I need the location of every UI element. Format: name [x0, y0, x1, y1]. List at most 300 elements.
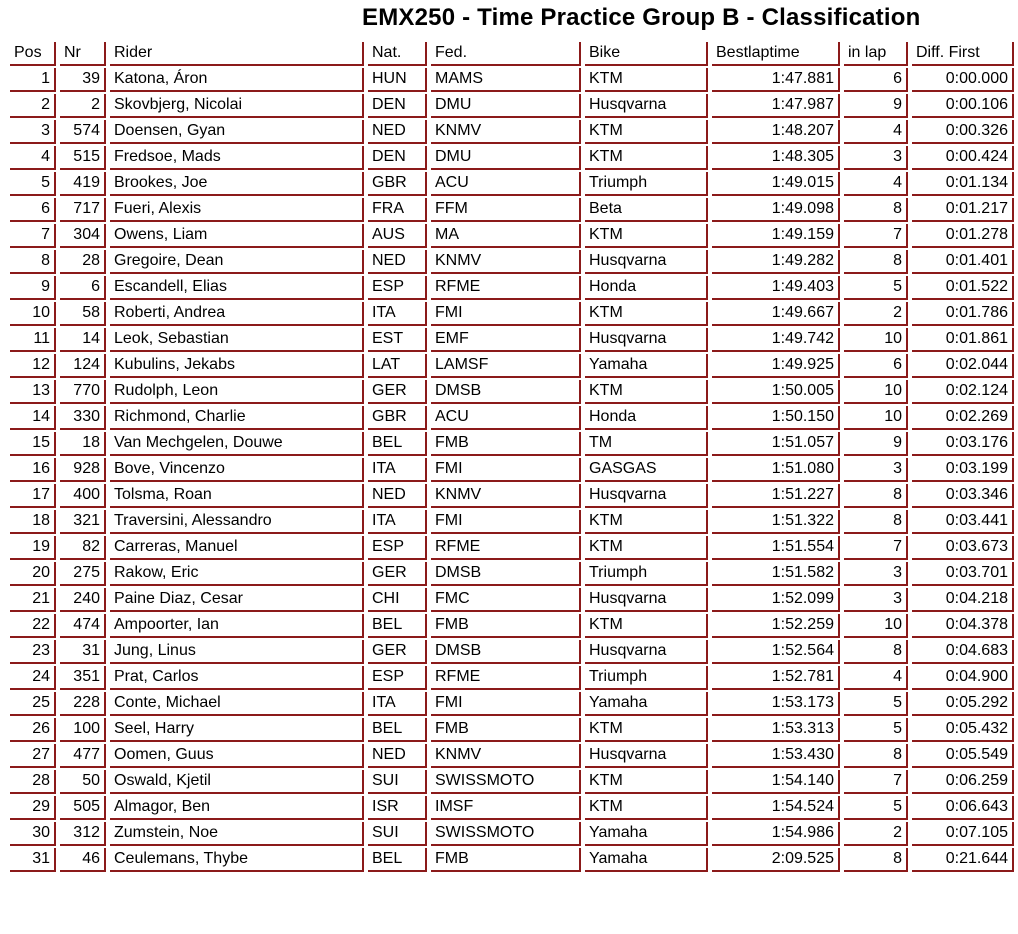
cell-diff-first: 0:00.326 — [912, 120, 1014, 144]
cell-pos: 20 — [10, 562, 56, 586]
cell-pos: 13 — [10, 380, 56, 404]
cell-bestlaptime: 1:51.554 — [712, 536, 840, 560]
table-row — [10, 354, 1014, 378]
cell-in-lap: 6 — [844, 354, 908, 378]
cell-in-lap: 8 — [844, 510, 908, 534]
cell-rider: Doensen, Gyan — [110, 120, 364, 144]
cell-diff-first: 0:07.105 — [912, 822, 1014, 846]
cell-diff-first: 0:03.673 — [912, 536, 1014, 560]
cell-pos: 15 — [10, 432, 56, 456]
cell-pos: 27 — [10, 744, 56, 768]
cell-in-lap: 3 — [844, 458, 908, 482]
cell-nat: EST — [368, 328, 427, 352]
cell-nat: GER — [368, 380, 427, 404]
cell-fed: KNMV — [431, 250, 581, 274]
cell-rider: Richmond, Charlie — [110, 406, 364, 430]
cell-nr: 312 — [60, 822, 106, 846]
table-row — [10, 250, 1014, 274]
cell-bestlaptime: 1:51.057 — [712, 432, 840, 456]
cell-fed: FMB — [431, 848, 581, 872]
cell-in-lap: 4 — [844, 666, 908, 690]
cell-bike: Triumph — [585, 562, 708, 586]
cell-pos: 31 — [10, 848, 56, 872]
cell-pos: 16 — [10, 458, 56, 482]
table-row — [10, 302, 1014, 326]
cell-nat: GBR — [368, 172, 427, 196]
cell-nat: BEL — [368, 848, 427, 872]
cell-in-lap: 3 — [844, 562, 908, 586]
cell-rider: Bove, Vincenzo — [110, 458, 364, 482]
cell-rider: Conte, Michael — [110, 692, 364, 716]
cell-bike: KTM — [585, 770, 708, 794]
cell-diff-first: 0:00.106 — [912, 94, 1014, 118]
cell-fed: MA — [431, 224, 581, 248]
cell-rider: Rakow, Eric — [110, 562, 364, 586]
cell-bestlaptime: 1:50.150 — [712, 406, 840, 430]
table-row — [10, 770, 1014, 794]
table-row — [10, 718, 1014, 742]
cell-fed: RFME — [431, 536, 581, 560]
cell-fed: MAMS — [431, 68, 581, 92]
cell-in-lap: 3 — [844, 588, 908, 612]
cell-in-lap: 2 — [844, 822, 908, 846]
cell-rider: Jung, Linus — [110, 640, 364, 664]
cell-pos: 30 — [10, 822, 56, 846]
cell-in-lap: 7 — [844, 536, 908, 560]
column-header-bike: Bike — [585, 42, 708, 66]
table-row — [10, 510, 1014, 534]
cell-fed: DMU — [431, 146, 581, 170]
cell-in-lap: 8 — [844, 484, 908, 508]
cell-bestlaptime: 1:49.925 — [712, 354, 840, 378]
table-row — [10, 822, 1014, 846]
cell-nr: 100 — [60, 718, 106, 742]
table-row — [10, 666, 1014, 690]
cell-diff-first: 0:05.432 — [912, 718, 1014, 742]
cell-fed: FFM — [431, 198, 581, 222]
cell-pos: 7 — [10, 224, 56, 248]
cell-bestlaptime: 1:49.282 — [712, 250, 840, 274]
cell-nat: BEL — [368, 718, 427, 742]
cell-fed: IMSF — [431, 796, 581, 820]
cell-bike: KTM — [585, 536, 708, 560]
cell-rider: Kubulins, Jekabs — [110, 354, 364, 378]
cell-nat: BEL — [368, 614, 427, 638]
cell-bike: Honda — [585, 276, 708, 300]
cell-fed: FMC — [431, 588, 581, 612]
cell-pos: 2 — [10, 94, 56, 118]
cell-nat: ITA — [368, 302, 427, 326]
cell-bestlaptime: 1:52.259 — [712, 614, 840, 638]
cell-nr: 574 — [60, 120, 106, 144]
cell-diff-first: 0:00.424 — [912, 146, 1014, 170]
cell-fed: FMI — [431, 510, 581, 534]
cell-pos: 5 — [10, 172, 56, 196]
cell-pos: 6 — [10, 198, 56, 222]
cell-diff-first: 0:03.701 — [912, 562, 1014, 586]
cell-bestlaptime: 1:49.667 — [712, 302, 840, 326]
cell-nat: ITA — [368, 692, 427, 716]
cell-pos: 24 — [10, 666, 56, 690]
cell-bike: Beta — [585, 198, 708, 222]
table-row — [10, 848, 1014, 872]
cell-nr: 928 — [60, 458, 106, 482]
cell-diff-first: 0:02.124 — [912, 380, 1014, 404]
table-row — [10, 198, 1014, 222]
column-header-fed: Fed. — [431, 42, 581, 66]
cell-nr: 419 — [60, 172, 106, 196]
cell-pos: 19 — [10, 536, 56, 560]
cell-diff-first: 0:03.199 — [912, 458, 1014, 482]
cell-fed: ACU — [431, 172, 581, 196]
cell-nr: 39 — [60, 68, 106, 92]
cell-pos: 29 — [10, 796, 56, 820]
cell-fed: RFME — [431, 276, 581, 300]
cell-pos: 12 — [10, 354, 56, 378]
cell-fed: FMB — [431, 614, 581, 638]
cell-bike: GASGAS — [585, 458, 708, 482]
cell-in-lap: 10 — [844, 614, 908, 638]
cell-bike: KTM — [585, 510, 708, 534]
cell-bestlaptime: 1:49.403 — [712, 276, 840, 300]
cell-nr: 717 — [60, 198, 106, 222]
cell-in-lap: 8 — [844, 198, 908, 222]
cell-bestlaptime: 1:53.430 — [712, 744, 840, 768]
cell-bestlaptime: 1:54.140 — [712, 770, 840, 794]
cell-nat: FRA — [368, 198, 427, 222]
cell-bestlaptime: 1:51.322 — [712, 510, 840, 534]
cell-diff-first: 0:01.786 — [912, 302, 1014, 326]
cell-diff-first: 0:01.134 — [912, 172, 1014, 196]
cell-bestlaptime: 1:51.080 — [712, 458, 840, 482]
cell-in-lap: 4 — [844, 120, 908, 144]
cell-rider: Fueri, Alexis — [110, 198, 364, 222]
cell-in-lap: 7 — [844, 224, 908, 248]
cell-bestlaptime: 1:48.305 — [712, 146, 840, 170]
cell-rider: Ampoorter, Ian — [110, 614, 364, 638]
cell-nat: ESP — [368, 536, 427, 560]
cell-bestlaptime: 2:09.525 — [712, 848, 840, 872]
cell-fed: LAMSF — [431, 354, 581, 378]
table-row — [10, 224, 1014, 248]
cell-in-lap: 5 — [844, 276, 908, 300]
cell-nat: ESP — [368, 666, 427, 690]
table-row — [10, 640, 1014, 664]
page-title: EMX250 - Time Practice Group B - Classification — [362, 4, 921, 31]
cell-in-lap: 9 — [844, 432, 908, 456]
cell-rider: Paine Diaz, Cesar — [110, 588, 364, 612]
column-header-bestlaptime: Bestlaptime — [712, 42, 840, 66]
cell-bestlaptime: 1:52.781 — [712, 666, 840, 690]
cell-fed: DMSB — [431, 380, 581, 404]
cell-nr: 330 — [60, 406, 106, 430]
cell-bike: Triumph — [585, 172, 708, 196]
cell-nr: 31 — [60, 640, 106, 664]
table-row — [10, 796, 1014, 820]
cell-fed: SWISSMOTO — [431, 822, 581, 846]
cell-bike: Husqvarna — [585, 588, 708, 612]
cell-rider: Brookes, Joe — [110, 172, 364, 196]
cell-bike: Yamaha — [585, 848, 708, 872]
cell-nr: 28 — [60, 250, 106, 274]
cell-nat: BEL — [368, 432, 427, 456]
cell-rider: Katona, Áron — [110, 68, 364, 92]
table-row — [10, 406, 1014, 430]
cell-bike: KTM — [585, 120, 708, 144]
cell-pos: 26 — [10, 718, 56, 742]
cell-nr: 351 — [60, 666, 106, 690]
cell-diff-first: 0:06.259 — [912, 770, 1014, 794]
cell-pos: 22 — [10, 614, 56, 638]
cell-in-lap: 2 — [844, 302, 908, 326]
cell-diff-first: 0:06.643 — [912, 796, 1014, 820]
cell-bestlaptime: 1:49.742 — [712, 328, 840, 352]
cell-bike: Husqvarna — [585, 250, 708, 274]
cell-bike: Husqvarna — [585, 94, 708, 118]
table-row — [10, 328, 1014, 352]
cell-bike: KTM — [585, 614, 708, 638]
cell-bike: KTM — [585, 146, 708, 170]
cell-nat: DEN — [368, 94, 427, 118]
cell-nat: NED — [368, 744, 427, 768]
classification-table — [6, 40, 1018, 874]
cell-diff-first: 0:03.346 — [912, 484, 1014, 508]
cell-nr: 321 — [60, 510, 106, 534]
cell-nat: SUI — [368, 770, 427, 794]
cell-bestlaptime: 1:51.227 — [712, 484, 840, 508]
cell-rider: Gregoire, Dean — [110, 250, 364, 274]
cell-in-lap: 3 — [844, 146, 908, 170]
cell-rider: Rudolph, Leon — [110, 380, 364, 404]
cell-in-lap: 8 — [844, 848, 908, 872]
cell-diff-first: 0:03.176 — [912, 432, 1014, 456]
column-header-nat: Nat. — [368, 42, 427, 66]
cell-in-lap: 10 — [844, 328, 908, 352]
cell-in-lap: 10 — [844, 380, 908, 404]
cell-nr: 400 — [60, 484, 106, 508]
cell-rider: Tolsma, Roan — [110, 484, 364, 508]
cell-bike: KTM — [585, 796, 708, 820]
cell-nat: ITA — [368, 458, 427, 482]
table-row — [10, 380, 1014, 404]
table-row — [10, 68, 1014, 92]
cell-rider: Seel, Harry — [110, 718, 364, 742]
cell-diff-first: 0:02.044 — [912, 354, 1014, 378]
cell-diff-first: 0:04.900 — [912, 666, 1014, 690]
cell-nat: AUS — [368, 224, 427, 248]
cell-fed: FMB — [431, 718, 581, 742]
cell-bestlaptime: 1:47.881 — [712, 68, 840, 92]
cell-diff-first: 0:21.644 — [912, 848, 1014, 872]
cell-bike: Triumph — [585, 666, 708, 690]
cell-pos: 17 — [10, 484, 56, 508]
cell-in-lap: 5 — [844, 796, 908, 820]
cell-bike: TM — [585, 432, 708, 456]
cell-fed: KNMV — [431, 484, 581, 508]
cell-pos: 8 — [10, 250, 56, 274]
table-row — [10, 614, 1014, 638]
cell-diff-first: 0:01.278 — [912, 224, 1014, 248]
cell-in-lap: 5 — [844, 692, 908, 716]
cell-nr: 275 — [60, 562, 106, 586]
cell-bike: Yamaha — [585, 822, 708, 846]
cell-nr: 18 — [60, 432, 106, 456]
cell-bike: KTM — [585, 380, 708, 404]
cell-rider: Oomen, Guus — [110, 744, 364, 768]
cell-diff-first: 0:00.000 — [912, 68, 1014, 92]
cell-fed: FMI — [431, 692, 581, 716]
cell-bestlaptime: 1:53.173 — [712, 692, 840, 716]
cell-nat: NED — [368, 250, 427, 274]
cell-in-lap: 4 — [844, 172, 908, 196]
cell-bike: Yamaha — [585, 692, 708, 716]
cell-rider: Roberti, Andrea — [110, 302, 364, 326]
cell-diff-first: 0:04.683 — [912, 640, 1014, 664]
table-row — [10, 536, 1014, 560]
cell-diff-first: 0:04.218 — [912, 588, 1014, 612]
cell-in-lap: 5 — [844, 718, 908, 742]
cell-fed: DMU — [431, 94, 581, 118]
cell-bestlaptime: 1:49.015 — [712, 172, 840, 196]
cell-bike: KTM — [585, 224, 708, 248]
cell-fed: FMI — [431, 458, 581, 482]
cell-fed: KNMV — [431, 120, 581, 144]
cell-pos: 23 — [10, 640, 56, 664]
cell-bike: Honda — [585, 406, 708, 430]
cell-nr: 2 — [60, 94, 106, 118]
header-row — [10, 42, 1014, 66]
cell-rider: Leok, Sebastian — [110, 328, 364, 352]
table-row — [10, 276, 1014, 300]
cell-bestlaptime: 1:48.207 — [712, 120, 840, 144]
column-header-in-lap: in lap — [844, 42, 908, 66]
table-row — [10, 146, 1014, 170]
cell-diff-first: 0:04.378 — [912, 614, 1014, 638]
cell-diff-first: 0:01.217 — [912, 198, 1014, 222]
cell-in-lap: 10 — [844, 406, 908, 430]
cell-diff-first: 0:02.269 — [912, 406, 1014, 430]
cell-nr: 505 — [60, 796, 106, 820]
cell-bestlaptime: 1:53.313 — [712, 718, 840, 742]
cell-bestlaptime: 1:47.987 — [712, 94, 840, 118]
cell-bestlaptime: 1:49.159 — [712, 224, 840, 248]
cell-bike: Yamaha — [585, 354, 708, 378]
cell-pos: 21 — [10, 588, 56, 612]
table-row — [10, 562, 1014, 586]
cell-in-lap: 7 — [844, 770, 908, 794]
cell-nr: 14 — [60, 328, 106, 352]
cell-diff-first: 0:03.441 — [912, 510, 1014, 534]
cell-pos: 9 — [10, 276, 56, 300]
cell-bestlaptime: 1:52.099 — [712, 588, 840, 612]
cell-nr: 304 — [60, 224, 106, 248]
cell-nr: 82 — [60, 536, 106, 560]
cell-bestlaptime: 1:50.005 — [712, 380, 840, 404]
cell-nat: DEN — [368, 146, 427, 170]
cell-bestlaptime: 1:54.524 — [712, 796, 840, 820]
cell-in-lap: 9 — [844, 94, 908, 118]
cell-fed: KNMV — [431, 744, 581, 768]
cell-bestlaptime: 1:49.098 — [712, 198, 840, 222]
cell-nat: SUI — [368, 822, 427, 846]
cell-fed: FMB — [431, 432, 581, 456]
cell-bike: KTM — [585, 302, 708, 326]
cell-rider: Traversini, Alessandro — [110, 510, 364, 534]
cell-pos: 4 — [10, 146, 56, 170]
cell-rider: Prat, Carlos — [110, 666, 364, 690]
cell-rider: Owens, Liam — [110, 224, 364, 248]
cell-bestlaptime: 1:51.582 — [712, 562, 840, 586]
cell-nat: GER — [368, 562, 427, 586]
column-header-rider: Rider — [110, 42, 364, 66]
cell-in-lap: 6 — [844, 68, 908, 92]
table-row — [10, 458, 1014, 482]
cell-diff-first: 0:05.549 — [912, 744, 1014, 768]
table-row — [10, 484, 1014, 508]
cell-diff-first: 0:01.401 — [912, 250, 1014, 274]
cell-nr: 477 — [60, 744, 106, 768]
cell-bike: Husqvarna — [585, 484, 708, 508]
cell-diff-first: 0:01.522 — [912, 276, 1014, 300]
cell-in-lap: 8 — [844, 250, 908, 274]
cell-bike: KTM — [585, 718, 708, 742]
cell-bike: Husqvarna — [585, 328, 708, 352]
cell-nat: ITA — [368, 510, 427, 534]
cell-rider: Escandell, Elias — [110, 276, 364, 300]
cell-pos: 14 — [10, 406, 56, 430]
cell-nat: ESP — [368, 276, 427, 300]
cell-bike: KTM — [585, 68, 708, 92]
table-row — [10, 588, 1014, 612]
cell-rider: Van Mechgelen, Douwe — [110, 432, 364, 456]
cell-fed: DMSB — [431, 562, 581, 586]
table-row — [10, 744, 1014, 768]
cell-pos: 3 — [10, 120, 56, 144]
cell-nr: 515 — [60, 146, 106, 170]
column-header-diff-first: Diff. First — [912, 42, 1014, 66]
cell-nat: HUN — [368, 68, 427, 92]
cell-bike: Husqvarna — [585, 744, 708, 768]
cell-pos: 1 — [10, 68, 56, 92]
cell-in-lap: 8 — [844, 744, 908, 768]
cell-fed: FMI — [431, 302, 581, 326]
cell-nat: CHI — [368, 588, 427, 612]
cell-nr: 6 — [60, 276, 106, 300]
cell-fed: DMSB — [431, 640, 581, 664]
cell-diff-first: 0:05.292 — [912, 692, 1014, 716]
cell-bestlaptime: 1:54.986 — [712, 822, 840, 846]
cell-pos: 28 — [10, 770, 56, 794]
cell-rider: Fredsoe, Mads — [110, 146, 364, 170]
cell-rider: Almagor, Ben — [110, 796, 364, 820]
cell-diff-first: 0:01.861 — [912, 328, 1014, 352]
cell-nr: 240 — [60, 588, 106, 612]
cell-fed: ACU — [431, 406, 581, 430]
cell-nr: 770 — [60, 380, 106, 404]
cell-bestlaptime: 1:52.564 — [712, 640, 840, 664]
cell-pos: 18 — [10, 510, 56, 534]
column-header-pos: Pos — [10, 42, 56, 66]
cell-bike: Husqvarna — [585, 640, 708, 664]
column-header-nr: Nr — [60, 42, 106, 66]
cell-rider: Ceulemans, Thybe — [110, 848, 364, 872]
cell-rider: Carreras, Manuel — [110, 536, 364, 560]
cell-pos: 11 — [10, 328, 56, 352]
cell-rider: Zumstein, Noe — [110, 822, 364, 846]
cell-nr: 46 — [60, 848, 106, 872]
cell-pos: 10 — [10, 302, 56, 326]
cell-rider: Skovbjerg, Nicolai — [110, 94, 364, 118]
